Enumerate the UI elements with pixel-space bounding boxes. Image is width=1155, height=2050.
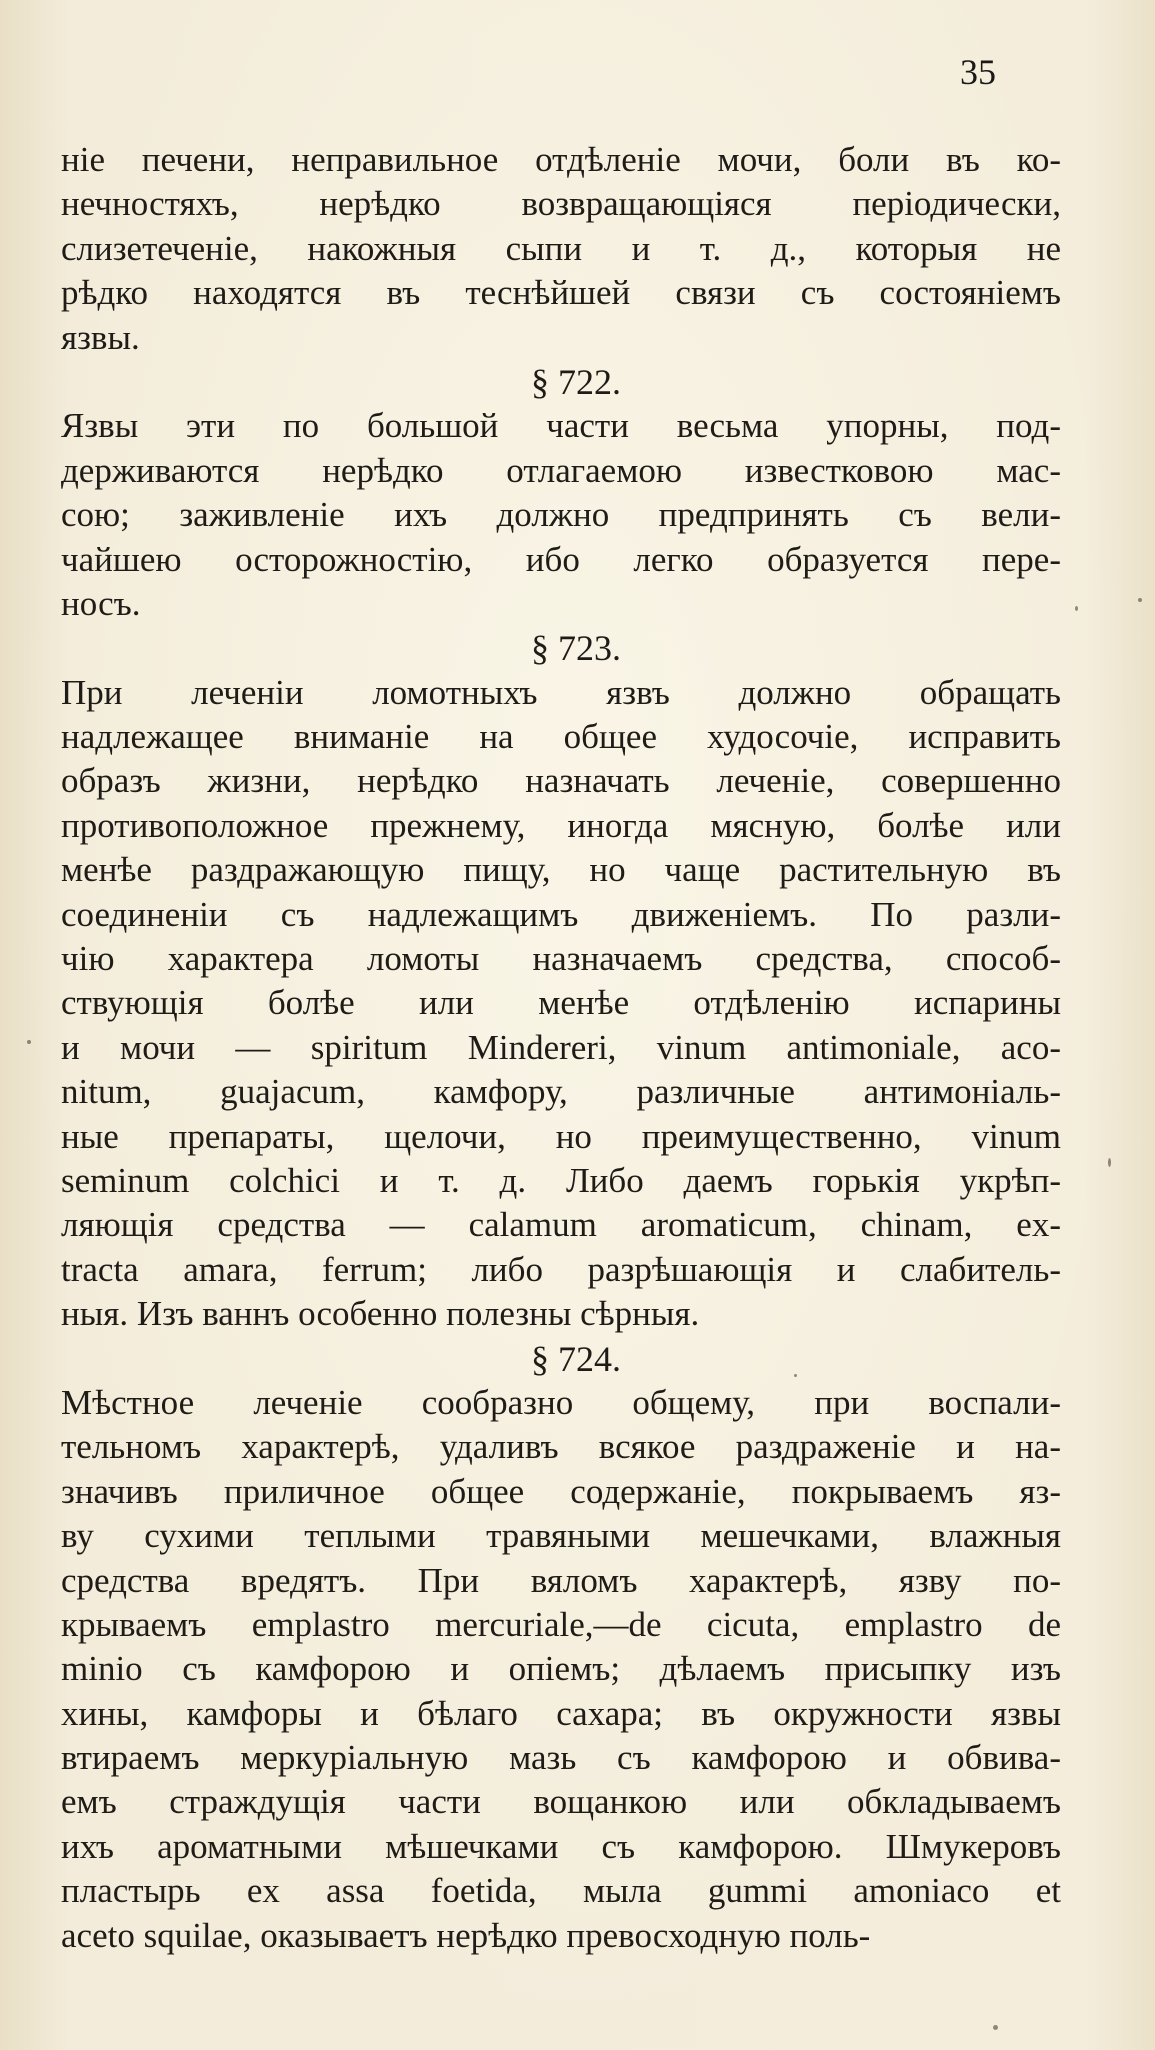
section-heading: § 723. [531, 628, 621, 669]
text-line: чію характера ломоты назначаемъ средства, способ- [61, 939, 1061, 979]
text-line: сою; заживленіе ихъ должно предпринять съ вели- [61, 495, 1061, 535]
page-number: 35 [960, 52, 996, 92]
text-line: хины, камфоры и бѣлаго сахара; въ окружности язвы [61, 1693, 1061, 1733]
paper-speck [1108, 1158, 1111, 1167]
text-line: слизетеченіе, накожныя сыпи и т. д., которыя не [61, 228, 1061, 268]
section-heading: § 722. [531, 361, 621, 402]
paper-speck [27, 1040, 31, 1044]
text-line: значивъ приличное общее содержаніе, покрываемъ яз- [61, 1471, 1061, 1511]
text-line: tracta amara, ferrum; либо разрѣшающія и слабитель- [61, 1249, 1061, 1289]
text-line: aceto squilae, оказываетъ нерѣдко превосходную поль- [61, 1915, 871, 1955]
text-line: ихъ ароматными мѣшечками съ камфорою. Шмукеровъ [61, 1826, 1061, 1866]
text-line: соединеніи съ надлежащимъ движеніемъ. По разли- [61, 894, 1061, 934]
text-line: seminum colchici и т. д. Либо даемъ горькія укрѣп- [61, 1160, 1061, 1200]
text-line: ву сухими теплыми травяными мешечками, влажныя [61, 1516, 1061, 1556]
paper-speck [993, 2025, 998, 2030]
text-line: и мочи — spiritum Mindereri, vinum antimoniale, aco- [61, 1027, 1061, 1067]
text-line: чайшею осторожностію, ибо легко образуется пере- [61, 539, 1061, 579]
text-line: minio съ камфорою и опіемъ; дѣлаемъ присыпку изъ [61, 1649, 1061, 1689]
text-line: средства вредятъ. При вяломъ характерѣ, язву по- [61, 1560, 1061, 1600]
text-line: nitum, guajacum, камфору, различные антимоніаль- [61, 1072, 1061, 1112]
text-line: ные препараты, щелочи, но преимущественно, vinum [61, 1116, 1061, 1156]
text-line: носъ. [61, 583, 141, 623]
text-line: надлежащее вниманіе на общее худосочіе, исправить [61, 717, 1061, 757]
text-line: ляющія средства — calamum aromaticum, chinam, ex- [61, 1205, 1061, 1245]
paper-speck [1138, 598, 1142, 602]
text-line: емъ страждущія части вощанкою или обкладываемъ [61, 1782, 1061, 1822]
text-line: При леченіи ломотныхъ язвъ должно обращать [61, 672, 1061, 712]
page-text [61, 138, 1061, 1958]
text-line: ствующія болѣе или менѣе отдѣленію испарины [61, 983, 1061, 1023]
text-line: противоположное прежнему, иногда мясную, болѣе или [61, 805, 1061, 845]
text-line: тельномъ характерѣ, удаливъ всякое раздраженіе и на- [61, 1427, 1061, 1467]
text-line: крываемъ emplastro mercuriale,—de cicuta, emplastro de [61, 1604, 1061, 1644]
text-line: рѣдко находятся въ теснѣйшей связи съ состояніемъ [61, 273, 1061, 313]
paper-speck [1075, 606, 1078, 611]
text-line: держиваются нерѣдко отлагаемою известковою мас- [61, 450, 1061, 490]
text-line: Язвы эти по большой части весьма упорны, под- [61, 406, 1061, 446]
text-line: ныя. Изъ ваннъ особенно полезны сѣрныя. [61, 1294, 700, 1334]
text-line: образъ жизни, нерѣдко назначать леченіе, совершенно [61, 761, 1061, 801]
text-line: пластырь ex assa foetida, мыла gummi amoniaco et [61, 1871, 1061, 1911]
text-line: нечностяхъ, нерѣдко возвращающіяся періодически, [61, 184, 1061, 224]
paper-speck [794, 1374, 797, 1377]
text-line: втираемъ меркуріальную мазь съ камфорою и обвива- [61, 1738, 1061, 1778]
text-line: язвы. [61, 317, 140, 357]
text-line: менѣе раздражающую пищу, но чаще растительную въ [61, 850, 1061, 890]
section-heading: § 724. [531, 1338, 621, 1379]
text-line: ніе печени, неправильное отдѣленіе мочи, боли въ ко- [61, 140, 1061, 179]
text-line: Мѣстное леченіе сообразно общему, при воспали- [61, 1382, 1061, 1422]
